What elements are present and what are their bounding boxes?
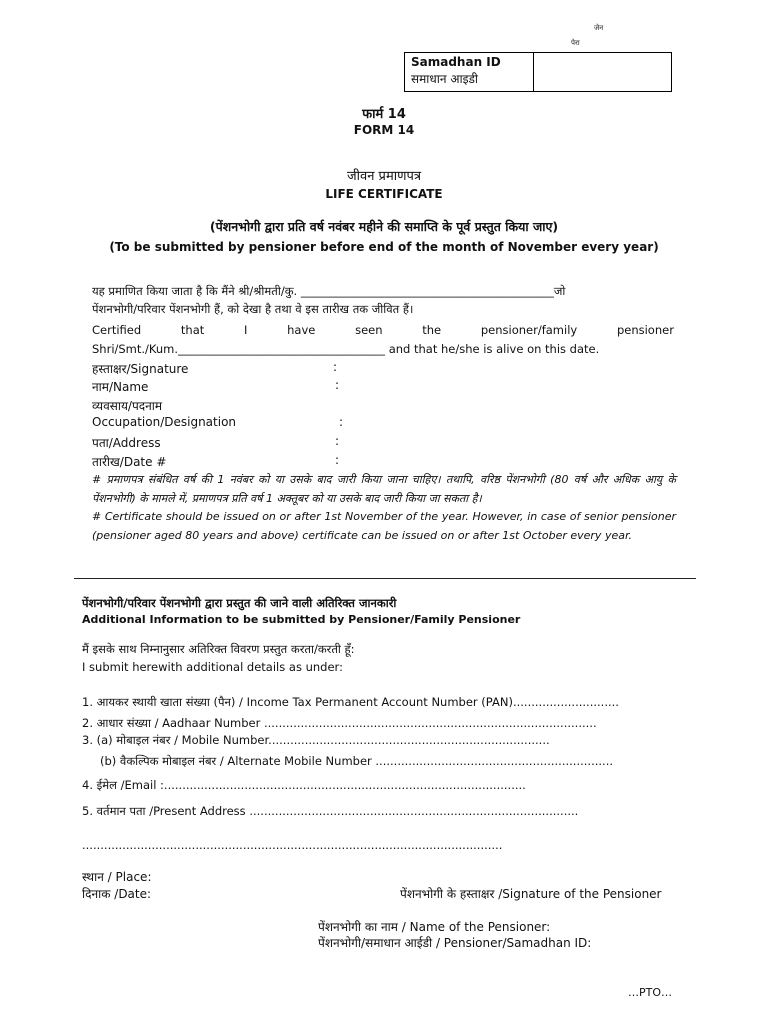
samadhan-id-label	[405, 53, 534, 91]
statement-word: seen	[355, 323, 383, 337]
statement-word: have	[287, 323, 316, 337]
field-date-label: तारीख/Date #	[92, 455, 167, 469]
footer-place: स्थान / Place:	[82, 870, 152, 884]
samadhan-id-label-en: Samadhan ID	[411, 55, 501, 69]
field-address-label: पता/Address	[92, 436, 161, 450]
top-mark-2: पेरा	[571, 39, 580, 47]
item-aadhaar[interactable]: 2. आधार संख्या / Aadhaar Number ...........................................................................................	[82, 716, 597, 730]
additional-intro-hi: मैं इसके साथ निम्नानुसार अतिरिक्त विवरण प्रस्तुत करता/करती हूँ:	[82, 642, 355, 656]
certificate-title-hi: जीवन प्रमाणपत्र	[346, 169, 422, 184]
field-occupation-en-label: Occupation/Designation	[92, 415, 237, 429]
item-address[interactable]: 5. वर्तमान पता /Present Address ..........................................................................................	[82, 804, 579, 818]
footer-signature: पेंशनभोगी के हस्ताक्षर /Signature of the Pensioner	[400, 887, 662, 901]
statement-hi-line1: यह प्रमाणित किया जाता है कि मैंने श्री/श्रीमती/कु. ____________________________________________जो	[92, 284, 566, 298]
note-en: # Certificate should be issued on or after 1st November of the year. However, in case of senior pensioner (pensioner aged 80 years and above) certificate can be issued on or after 1st October every year.	[92, 510, 676, 542]
field-date-colon: :	[335, 453, 340, 467]
additional-intro-en: I submit herewith additional details as under:	[82, 660, 343, 674]
footer-samadhan-id: पेंशनभोगी/समाधान आईडी / Pensioner/Samadhan ID:	[318, 936, 592, 950]
field-name-label: नाम/Name	[92, 380, 149, 394]
statement-word: that	[180, 323, 205, 337]
top-mark-1: जेन	[594, 24, 604, 32]
item-address-cont[interactable]: ...................................................................................................................	[82, 838, 503, 852]
note-hi: # प्रमाणपत्र संबंधित वर्ष की 1 नवंबर को या उसके बाद जारी किया जाना चाहिए। तथापि, वरिष्ठ पेंशनभोगी (80 वर्ष और अधिक आयु के पेंशनभोगी) के मामले में, प्रमाणपत्र प्रति वर्ष 1 अक्तूबर को या उसके बाद जारी किया जा सकता है।	[92, 473, 676, 505]
statement-word: I	[243, 323, 248, 337]
footer-pensioner-name: पेंशनभोगी का नाम / Name of the Pensioner:	[318, 920, 551, 934]
statement-word: pensioner/family	[480, 323, 578, 337]
section-divider	[74, 578, 696, 579]
instruction-hi: (पेंशनभोगी द्वारा प्रति वर्ष नवंबर महीने की समाप्ति के पूर्व प्रस्तुत किया जाए)	[209, 219, 559, 234]
additional-heading-en: Additional Information to be submitted by Pensioner/Family Pensioner	[82, 613, 521, 626]
field-occupation-hi-label: व्यवसाय/पदनाम	[92, 399, 163, 413]
statement-en-line2: Shri/Smt./Kum.____________________________________ and that he/she is alive on this date.	[92, 342, 600, 356]
samadhan-id-box	[404, 52, 672, 92]
field-address-colon: :	[335, 434, 340, 448]
field-signature-colon: :	[333, 360, 338, 374]
field-name-colon: :	[335, 378, 340, 392]
additional-heading-hi: पेंशनभोगी/परिवार पेंशनभोगी द्वारा प्रस्तुत की जाने वाली अतिरिक्त जानकारी	[82, 596, 397, 610]
samadhan-id-label-hi: समाधान आइडी	[411, 72, 479, 86]
statement-word: Certified	[92, 323, 142, 337]
certificate-title-en: LIFE CERTIFICATE	[325, 187, 443, 201]
pto-mark: …PTO…	[628, 986, 673, 999]
item-pan[interactable]: 1. आयकर स्थायी खाता संख्या (पैन) / Income Tax Permanent Account Number (PAN).............................	[82, 695, 619, 709]
field-occupation-colon: :	[339, 415, 344, 429]
statement-word: the	[422, 323, 442, 337]
statement-en-line1	[92, 323, 674, 337]
item-alt-mobile[interactable]: (b) वैकल्पिक मोबाइल नंबर / Alternate Mobile Number .................................................................	[100, 754, 614, 768]
form-title-hi: फार्म 14	[362, 107, 406, 122]
footer-date: दिनाक /Date:	[82, 887, 152, 901]
field-signature-label: हस्ताक्षर/Signature	[92, 362, 189, 376]
statement-hi-line2: पेंशनभोगी/परिवार पेंशनभोगी हैं, को देखा है तथा वे इस तारीख तक जीवित हैं।	[92, 302, 414, 316]
instruction-en: (To be submitted by pensioner before end of the month of November every year)	[109, 240, 659, 254]
form-title-en: FORM 14	[353, 123, 415, 137]
item-email[interactable]: 4. ईमेल /Email :...................................................................................................	[82, 778, 526, 792]
item-mobile[interactable]: 3. (a) मोबाइल नंबर / Mobile Number.............................................................................	[82, 733, 550, 747]
statement-word: pensioner	[616, 323, 674, 337]
